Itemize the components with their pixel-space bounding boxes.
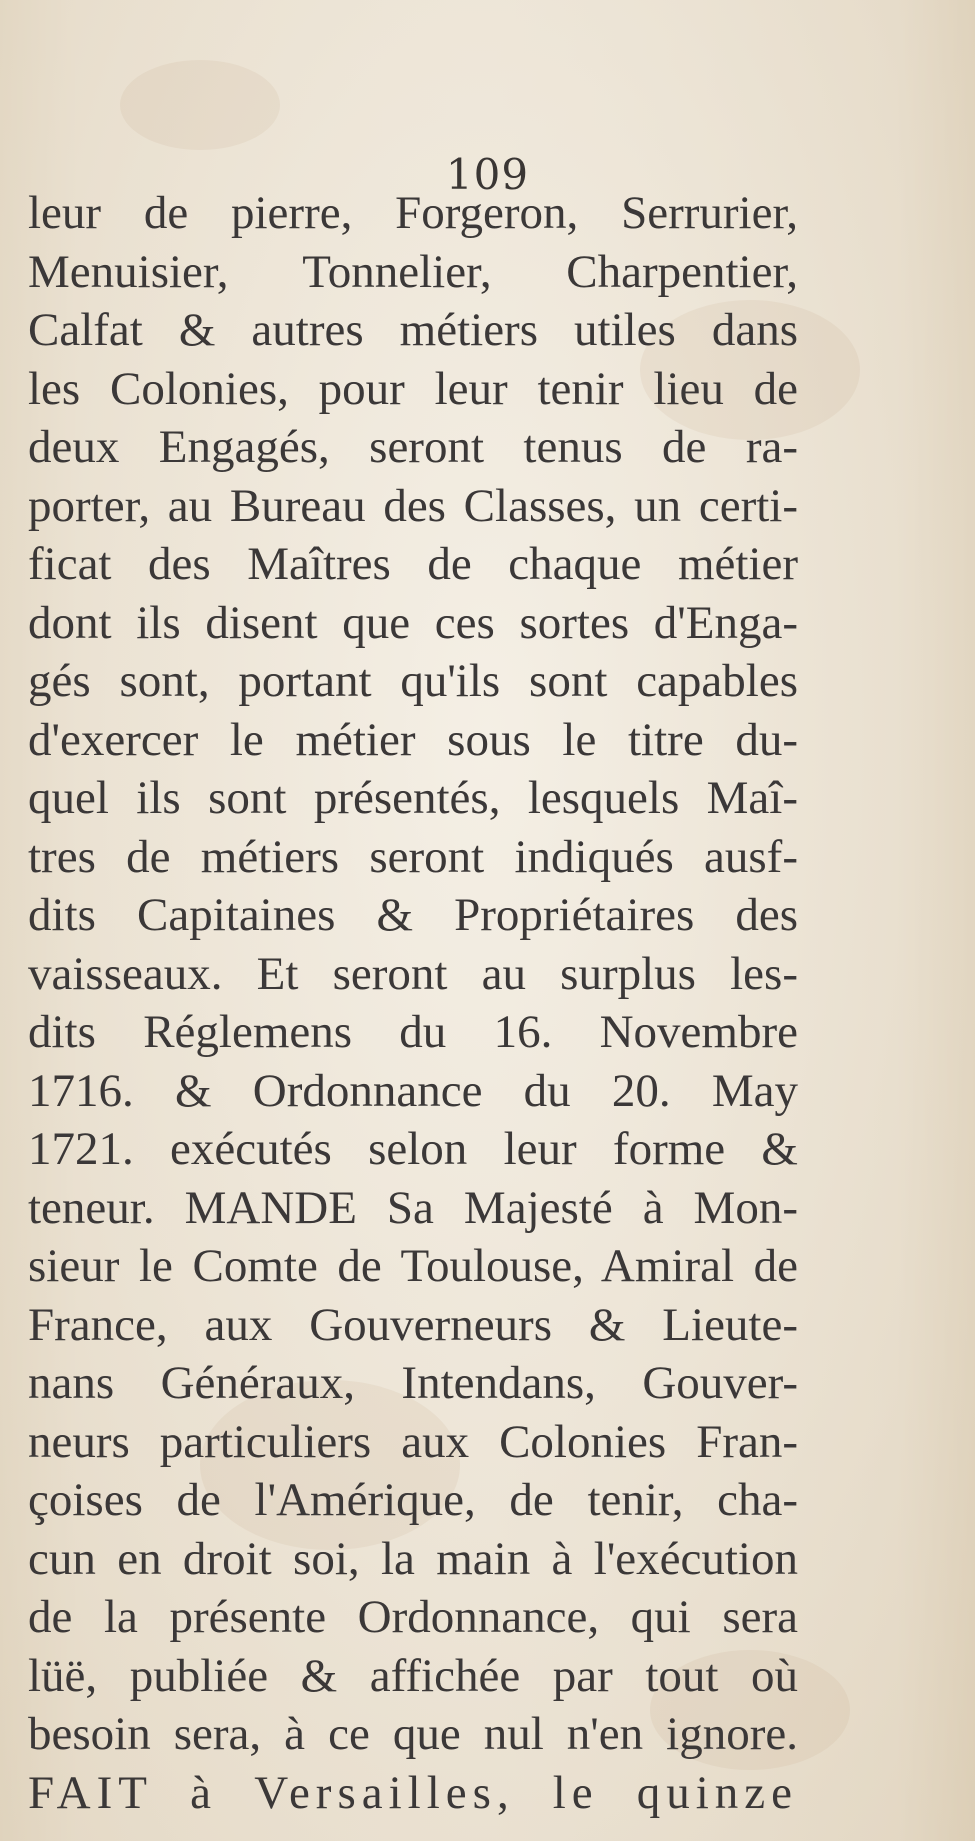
text-line: Menuisier, Tonnelier, Charpentier, bbox=[28, 245, 798, 298]
text-line: d'exercer le métier sous le titre du- bbox=[28, 713, 798, 766]
text-line: dits Capitaines & Propriétaires des bbox=[28, 889, 798, 941]
text-line: deux Engagés, seront tenus de ra- bbox=[28, 421, 798, 473]
text-line: quel ils sont présentés, lesquels Maî- bbox=[28, 772, 798, 824]
text-line: 1721. exécutés selon leur forme & bbox=[28, 1123, 798, 1175]
text-line: besoin sera, à ce que nul n'en ignore. bbox=[28, 1708, 798, 1760]
text-line: dont ils disent que ces sortes d'Enga- bbox=[28, 596, 798, 649]
body-text bbox=[28, 184, 798, 1822]
text-line: vaisseaux. Et seront au surplus les- bbox=[28, 947, 798, 1000]
text-line: FAIT à Versailles, le quinze bbox=[28, 1766, 798, 1819]
text-line: leur de pierre, Forgeron, Serrurier, bbox=[28, 187, 798, 239]
text-line: nans Généraux, Intendans, Gouver- bbox=[28, 1357, 798, 1409]
text-line: neurs particuliers aux Colonies Fran- bbox=[28, 1415, 798, 1468]
text-line: France, aux Gouverneurs & Lieute- bbox=[28, 1298, 798, 1351]
text-line: Calfat & autres métiers utiles dans bbox=[28, 304, 798, 356]
text-line: cun en droit soi, la main à l'exécution bbox=[28, 1532, 798, 1585]
text-line: 1716. & Ordonnance du 20. May bbox=[28, 1064, 798, 1117]
paper-stain bbox=[120, 60, 280, 150]
text-line: teneur. MANDE Sa Majesté à Mon- bbox=[28, 1181, 798, 1234]
text-line: de la présente Ordonnance, qui sera bbox=[28, 1591, 798, 1643]
text-line: çoises de l'Amérique, de tenir, cha- bbox=[28, 1474, 798, 1526]
text-line: dits Réglemens du 16. Novembre bbox=[28, 1006, 798, 1058]
text-line: gés sont, portant qu'ils sont capables bbox=[28, 655, 798, 707]
text-line: ficat des Maîtres de chaque métier bbox=[28, 538, 798, 590]
text-line: porter, au Bureau des Classes, un certi- bbox=[28, 479, 798, 532]
text-line: lüë, publiée & affichée par tout où bbox=[28, 1649, 798, 1702]
text-line: les Colonies, pour leur tenir lieu de bbox=[28, 362, 798, 415]
text-line: sieur le Comte de Toulouse, Amiral de bbox=[28, 1240, 798, 1292]
text-line: tres de métiers seront indiqués ausf- bbox=[28, 830, 798, 883]
page-number: 109 bbox=[445, 150, 530, 199]
